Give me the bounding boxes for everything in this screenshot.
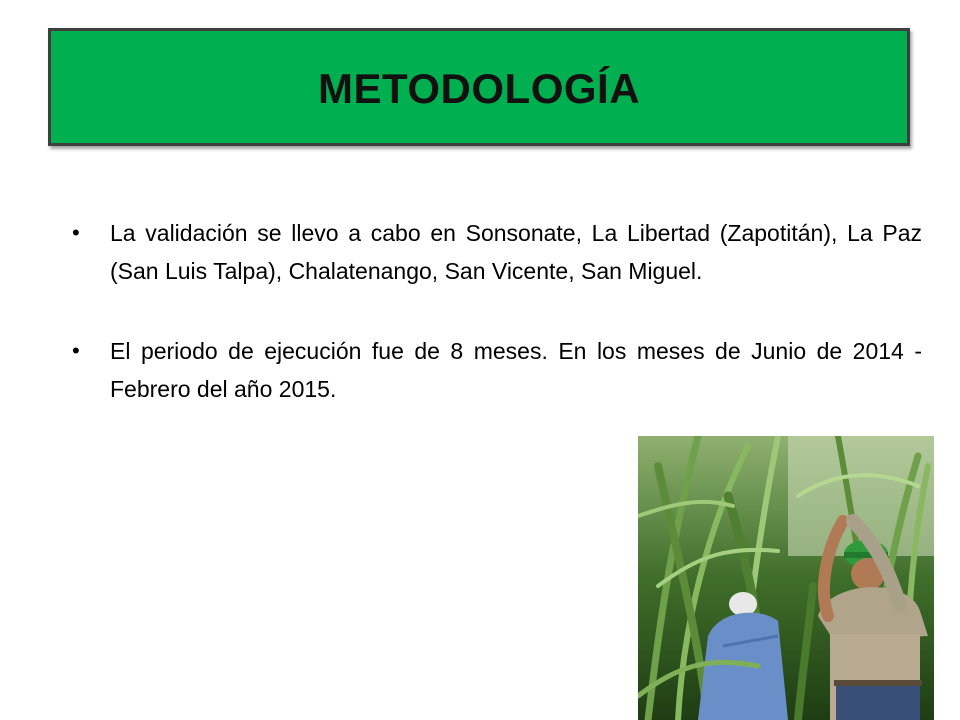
bullet-item [72,214,922,290]
field-photo-illustration [638,436,934,720]
bullet-marker: • [72,338,80,363]
bullet-text: El periodo de ejecución fue de 8 meses. En los meses de Junio de 2014 -Febrero del año 2015. [110,338,922,402]
title-banner [48,28,910,146]
slide-title: METODOLOGÍA [317,65,641,112]
field-photo [638,436,934,720]
bullet-marker: • [72,220,80,245]
bullet-text: La validación se llevo a cabo en Sonsonate, La Libertad (Zapotitán), La Paz (San Luis Talpa), Chalatenango, San Vicente, San Miguel. [110,220,922,284]
bullet-list [72,214,922,450]
bullet-item [72,332,922,408]
